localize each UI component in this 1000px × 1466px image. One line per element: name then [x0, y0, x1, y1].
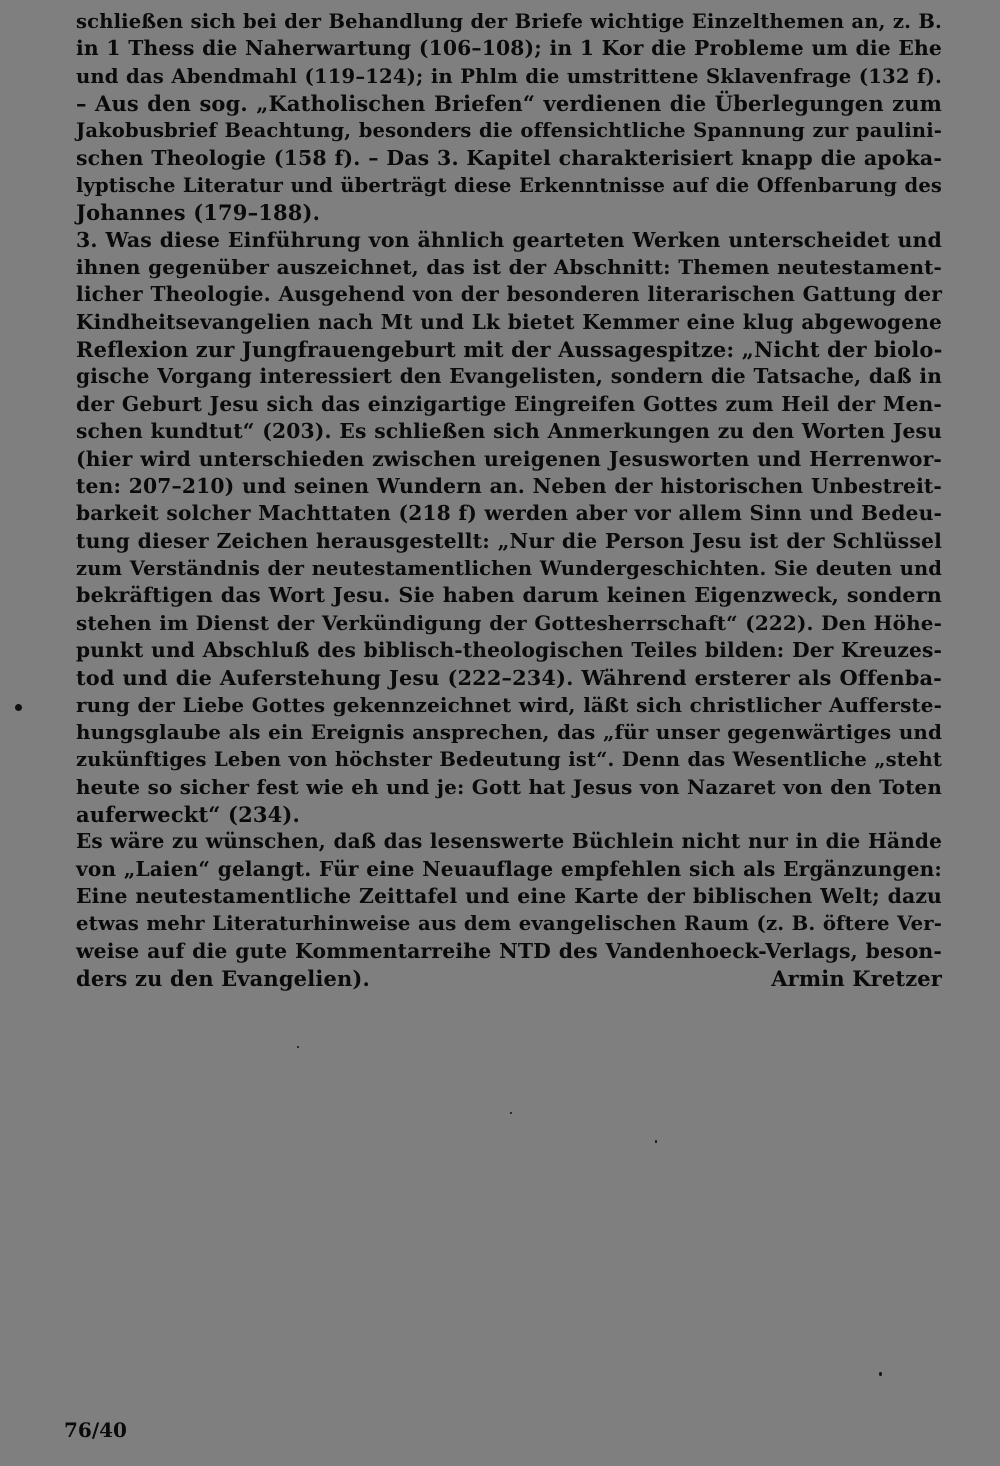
scan-speck	[510, 1112, 512, 1114]
text-line: der Geburt Jesu sich das einzigartige Eingreifen Gottes zum Heil der Men-	[76, 391, 942, 416]
text-line: tod und die Auferstehung Jesu (222–234). Während ersterer als Offenba-	[76, 665, 942, 691]
text-line: schließen sich bei der Behandlung der Briefe wichtige Einzelthemen an, z. B.	[76, 10, 942, 33]
scan-speck	[879, 1372, 882, 1376]
text-line: ten: 207–210) und seinen Wundern an. Neben der historischen Unbestreit-	[76, 473, 942, 498]
text-line: tung dieser Zeichen herausgestellt: „Nur die Person Jesu ist der Schlüssel	[76, 528, 942, 553]
text-line: ihnen gegenüber auszeichnet, das ist der Abschnitt: Themen neutestament-	[76, 255, 942, 280]
final-line-text: ders zu den Evangelien).	[76, 966, 370, 992]
text-line: schen Theologie (158 f). – Das 3. Kapitel charakterisiert knapp die apoka-	[76, 145, 942, 170]
text-line: etwas mehr Literaturhinweise aus dem evangelischen Raum (z. B. öftere Ver-	[76, 912, 942, 936]
text-line: heute so sicher fest wie eh und je: Gott hat Jesus von Nazaret von den Toten	[76, 774, 942, 799]
text-line: von „Laien“ gelangt. Für eine Neuauflage empfehlen sich als Ergänzungen:	[76, 856, 942, 881]
text-line: Eine neutestamentliche Zeittafel und eine Karte der biblischen Welt; dazu	[76, 884, 942, 908]
scan-speck	[15, 704, 22, 711]
text-line: punkt und Abschluß des biblisch-theologischen Teiles bilden: Der Kreuzes-	[76, 637, 942, 662]
text-line: barkeit solcher Machttaten (218 f) werden aber vor allem Sinn und Bedeu-	[76, 501, 942, 526]
text-line: lyptische Literatur und überträgt diese Erkenntnisse auf die Offenbarung des	[76, 174, 942, 198]
scan-speck	[297, 1046, 299, 1048]
text-line: hungsglaube als ein Ereignis ansprechen, das „für unser gegenwärtiges und	[76, 719, 942, 744]
scan-speck	[655, 1140, 657, 1143]
text-line: in 1 Thess die Naherwartung (106–108); in 1 Kor die Probleme um die Ehe	[76, 36, 942, 61]
text-line: bekräftigen das Wort Jesu. Sie haben darum keinen Eigenzweck, sondern	[76, 583, 942, 608]
text-line: zukünftiges Leben von höchster Bedeutung ist“. Denn das Wesentliche „steht	[76, 748, 942, 772]
text-line: licher Theologie. Ausgehend von der besonderen literarischen Gattung der	[76, 282, 942, 307]
text-line: – Aus den sog. „Katholischen Briefen“ verdienen die Überlegungen zum	[76, 91, 942, 117]
text-line: Jakobusbrief Beachtung, besonders die offensichtliche Spannung zur paulini-	[76, 119, 942, 143]
text-line: schen kundtut“ (203). Es schließen sich Anmerkungen zu den Worten Jesu	[76, 419, 942, 444]
text-line: (hier wird unterschieden zwischen ureigenen Jesusworten und Herrenwor-	[76, 446, 942, 471]
text-line: gische Vorgang interessiert den Evangelisten, sondern die Tatsache, daß in	[76, 364, 942, 389]
text-line: und das Abendmahl (119–124); in Phlm die umstrittene Sklavenfrage (132 f).	[76, 64, 942, 88]
page-number: 76/40	[64, 1418, 127, 1442]
text-line: weise auf die gute Kommentarreihe NTD des Vandenhoeck-Verlags, beson-	[76, 938, 942, 963]
author-signature: Armin Kretzer	[771, 966, 942, 992]
closing-line	[76, 965, 942, 992]
text-line: Kindheitsevangelien nach Mt und Lk bietet Kemmer eine klug abgewogene	[76, 309, 942, 334]
text-line: Johannes (179–188).	[76, 200, 321, 226]
text-line: zum Verständnis der neutestamentlichen Wundergeschichten. Sie deuten und	[76, 556, 942, 580]
text-line: Es wäre zu wünschen, daß das lesenswerte Büchlein nicht nur in die Hände	[76, 829, 942, 854]
text-line: Reflexion zur Jungfrauengeburt mit der Aussagespitze: „Nicht der biolo-	[76, 337, 943, 363]
text-line: 3. Was diese Einführung von ähnlich gearteten Werken unterscheidet und	[76, 227, 942, 252]
text-line: rung der Liebe Gottes gekennzeichnet wird, läßt sich christlicher Aufferste-	[76, 692, 942, 717]
text-line: stehen im Dienst der Verkündigung der Gottesherrschaft“ (222). Den Höhe-	[76, 610, 942, 635]
text-line: auferweckt“ (234).	[76, 801, 300, 827]
review-text-block	[76, 8, 942, 992]
